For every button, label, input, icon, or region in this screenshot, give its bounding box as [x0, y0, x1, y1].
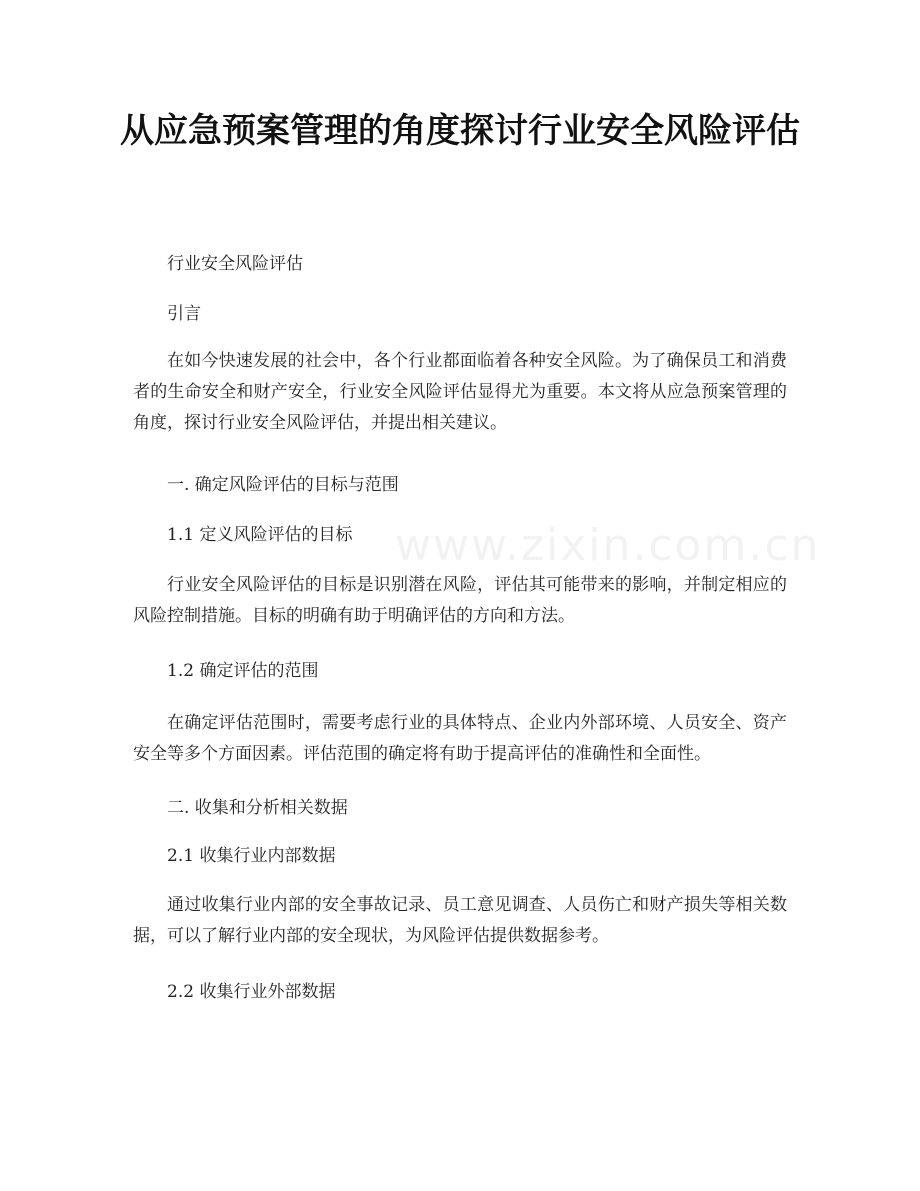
document-title: 从应急预案管理的角度探讨行业安全风险评估 [120, 111, 800, 151]
paragraph-1-2: 在确定评估范围时，需要考虑行业的具体特点、企业内外部环境、人员安全、资产安全等多个方面因素。评估范围的确定将有助于提高评估的准确性和全面性。 [133, 713, 787, 764]
subtitle-heading: 行业安全风险评估 [167, 254, 303, 274]
subsection-heading-1-2: 1.2 确定评估的范围 [167, 661, 319, 681]
subsection-heading-2-1: 2.1 收集行业内部数据 [167, 846, 336, 866]
paragraph-1-1: 行业安全风险评估的目标是识别潜在风险，评估其可能带来的影响，并制定相应的风险控制措施。目标的明确有助于明确评估的方向和方法。 [133, 575, 787, 626]
subsection-heading-1-1: 1.1 定义风险评估的目标 [167, 525, 353, 545]
paragraph-intro: 在如今快速发展的社会中，各个行业都面临着各种安全风险。为了确保员工和消费者的生命安全和财产安全，行业安全风险评估显得尤为重要。本文将从应急预案管理的角度，探讨行业安全风险评估，并提出相关建议。 [133, 351, 787, 433]
section-heading-2: 二. 收集和分析相关数据 [167, 798, 348, 818]
watermark: www.zixin.com.cn [395, 520, 821, 571]
paragraph-2-1: 通过收集行业内部的安全事故记录、员工意见调查、人员伤亡和财产损失等相关数据，可以了解行业内部的安全现状，为风险评估提供数据参考。 [133, 895, 787, 946]
subsection-heading-2-2: 2.2 收集行业外部数据 [167, 982, 336, 1002]
section-heading-intro: 引言 [167, 304, 201, 324]
section-heading-1: 一. 确定风险评估的目标与范围 [167, 475, 399, 495]
